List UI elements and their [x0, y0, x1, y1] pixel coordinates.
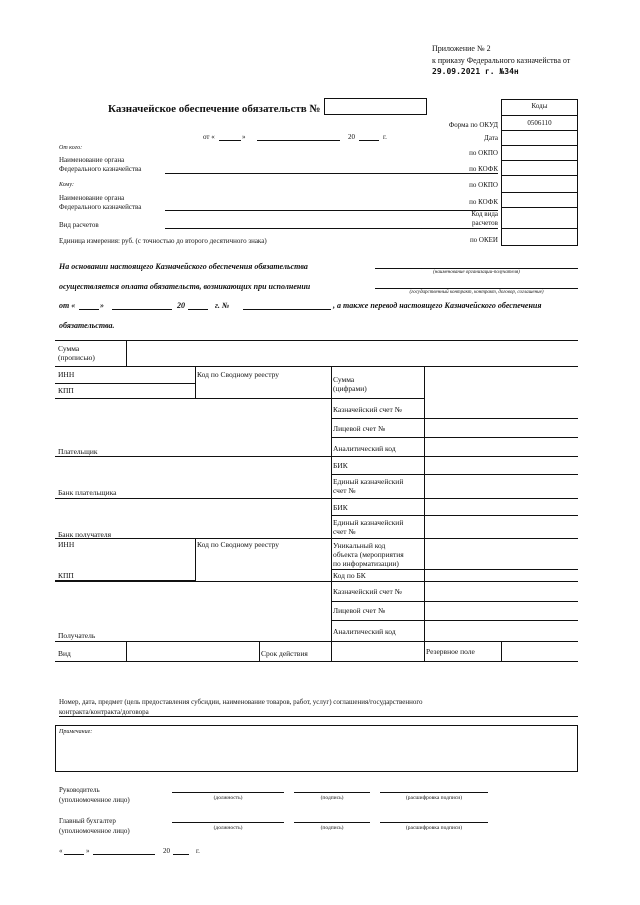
- label-date: Дата: [484, 134, 498, 142]
- basis-day-field[interactable]: [79, 309, 99, 310]
- personal-acc-label: Лицевой счет №: [333, 424, 386, 433]
- sum-words-label-1: Сумма: [58, 344, 80, 353]
- okud-value: 0506110: [527, 119, 552, 127]
- date-month-field[interactable]: [257, 140, 340, 141]
- note-label: Примечание:: [59, 729, 93, 735]
- bottom-date-day-field[interactable]: [64, 854, 84, 855]
- treasury-acc-label: Казначейский счет №: [333, 405, 402, 414]
- single-acc-label-2: счет №: [333, 486, 356, 495]
- single-acc2-label-1: Единый казначейский: [333, 518, 404, 527]
- basis-month-field[interactable]: [112, 309, 172, 310]
- label-okpo-2: по ОКПО: [469, 181, 498, 189]
- payer-label: Плательщик: [58, 447, 98, 456]
- date-prefix: от «: [203, 133, 215, 141]
- analytic2-label: Аналитический код: [333, 627, 396, 636]
- chief-decode-caption: (расшифровка подписи): [405, 825, 463, 831]
- chief-decode-field[interactable]: [380, 822, 488, 823]
- kpp-label: КПП: [58, 386, 74, 395]
- head-position-field[interactable]: [172, 792, 284, 793]
- single-acc2-label-2: счет №: [333, 527, 356, 536]
- unit-label: Единица измерения: руб. (с точностью до второго десятичного знака): [59, 237, 267, 245]
- unique-label-3: по информатизации): [333, 559, 399, 568]
- unique-label-1: Уникальный код: [333, 541, 386, 550]
- calc-kind-field[interactable]: [165, 228, 498, 229]
- calc-kind-label: Вид расчетов: [59, 221, 99, 229]
- sum-words-input[interactable]: [127, 341, 577, 365]
- from-label: От кого:: [59, 145, 83, 151]
- date-year: 20: [348, 133, 355, 141]
- bottom-date-month-field[interactable]: [93, 854, 155, 855]
- org2-label-1: Наименование органа: [59, 194, 125, 202]
- payer-bank-label: Банк плательщика: [58, 488, 117, 497]
- bottom-date-prefix: «: [59, 847, 63, 855]
- to-label: Кому:: [59, 182, 74, 188]
- label-kind-code-1: Код вида: [471, 210, 498, 218]
- recipient-bank-label: Банк получателя: [58, 530, 112, 539]
- recipient-label: Получатель: [58, 631, 96, 640]
- org1-label-2: Федерального казначейства: [59, 165, 142, 173]
- agreement-line2: контракта/контракта/договора: [59, 708, 149, 716]
- date-mid: »: [242, 133, 246, 141]
- kind-label: Вид: [58, 649, 71, 658]
- agreement-line1: Номер, дата, предмет (цель предоставления субсидии, наименование товаров, работ, услуг) соглашения/государственного: [59, 698, 423, 706]
- label-kind-code-2: расчетов: [472, 219, 498, 227]
- label-form-okud: Форма по ОКУД: [448, 121, 498, 129]
- date-year-field[interactable]: [359, 140, 379, 141]
- bk-code-label: Код по БК: [333, 571, 366, 580]
- inn-label: ИНН: [58, 370, 75, 379]
- bottom-date-year-field[interactable]: [173, 854, 189, 855]
- contract-field[interactable]: [375, 288, 578, 289]
- label-okpo-1: по ОКПО: [469, 149, 498, 157]
- inn2-label: ИНН: [58, 540, 75, 549]
- single-acc-label-1: Единый казначейский: [333, 477, 404, 486]
- basis-number-field[interactable]: [243, 309, 331, 310]
- basis-line1: На основании настоящего Казначейского обеспечения обязательства: [59, 262, 308, 271]
- basis-quote: »: [100, 301, 104, 310]
- term-label: Срок действия: [261, 649, 308, 658]
- chief-signature-field[interactable]: [294, 822, 370, 823]
- basis-g-no: г. №: [215, 301, 230, 310]
- personal-acc2-label: Лицевой счет №: [333, 606, 386, 615]
- org2-label-2: Федерального казначейства: [59, 203, 142, 211]
- date-day-field[interactable]: [219, 140, 241, 141]
- label-kofk-1: по КОФК: [469, 165, 498, 173]
- analytic-label: Аналитический код: [333, 444, 396, 453]
- basis-from: от «: [59, 301, 76, 310]
- chief-label-2: (уполномоченное лицо): [59, 827, 130, 835]
- basis-year-field[interactable]: [188, 309, 208, 310]
- org1-label-1: Наименование органа: [59, 156, 125, 164]
- appendix-line2: к приказу Федерального казначейства от: [432, 56, 571, 65]
- caption-contract: (государственный контракт, контракт, договор, соглашение): [409, 290, 544, 295]
- bottom-date-suffix: г.: [196, 847, 200, 855]
- appendix-line1: Приложение № 2: [432, 44, 491, 53]
- label-okei: по ОКЕИ: [469, 236, 498, 244]
- chief-label-1: Главный бухгалтер: [59, 817, 116, 825]
- head-decode-field[interactable]: [380, 792, 488, 793]
- page-title: Казначейское обеспечение обязательств №: [108, 103, 321, 115]
- codes-header: Коды: [531, 102, 548, 110]
- note-box[interactable]: [55, 725, 578, 772]
- head-signature-caption: (подпись): [320, 795, 344, 801]
- basis-year: 20: [177, 301, 185, 310]
- head-decode-caption: (расшифровка подписи): [405, 795, 463, 801]
- head-label-1: Руководитель: [59, 786, 100, 794]
- head-signature-field[interactable]: [294, 792, 370, 793]
- appendix-line3: 29.09.2021 г. №34н: [432, 67, 519, 76]
- label-kofk-2: по КОФК: [469, 198, 498, 206]
- sum-words-label-2: (прописью): [58, 353, 95, 362]
- bottom-date-mid: »: [86, 847, 90, 855]
- bik-label: БИК: [333, 461, 348, 470]
- treasury-acc2-label: Казначейский счет №: [333, 587, 402, 596]
- org1-field[interactable]: [165, 173, 498, 174]
- head-position-caption: (должность): [213, 795, 243, 801]
- basis-line2: осуществляется оплата обязательств, возникающих при исполнении: [59, 282, 311, 291]
- sum-digits-label-1: Сумма: [333, 375, 355, 384]
- basis-line4: обязательства.: [59, 321, 115, 330]
- svodny-label: Код по Сводному реестру: [197, 370, 280, 379]
- unique-label-2: объекта (мероприятия: [333, 550, 404, 559]
- org2-field[interactable]: [165, 210, 498, 211]
- bik2-label: БИК: [333, 503, 348, 512]
- chief-position-caption: (должность): [213, 825, 243, 831]
- document-number-field[interactable]: [324, 98, 427, 115]
- sum-digits-label-2: (цифрами): [333, 384, 367, 393]
- recipient-org-field[interactable]: [375, 268, 578, 269]
- agreement-field[interactable]: [59, 716, 578, 717]
- sum-digits-input[interactable]: [425, 367, 577, 397]
- svodny2-label: Код по Сводному реестру: [197, 540, 280, 549]
- date-suffix: г.: [383, 133, 387, 141]
- reserve-label: Резервное поле: [426, 647, 475, 656]
- head-label-2: (уполномоченное лицо): [59, 796, 130, 804]
- kpp2-label: КПП: [58, 571, 74, 580]
- basis-tail: , а также перевод настоящего Казначейского обеспечения: [333, 301, 542, 310]
- caption-recipient: (наименование организации-получателя): [433, 270, 520, 275]
- chief-position-field[interactable]: [172, 822, 284, 823]
- chief-signature-caption: (подпись): [320, 825, 344, 831]
- bottom-date-year: 20: [163, 847, 170, 855]
